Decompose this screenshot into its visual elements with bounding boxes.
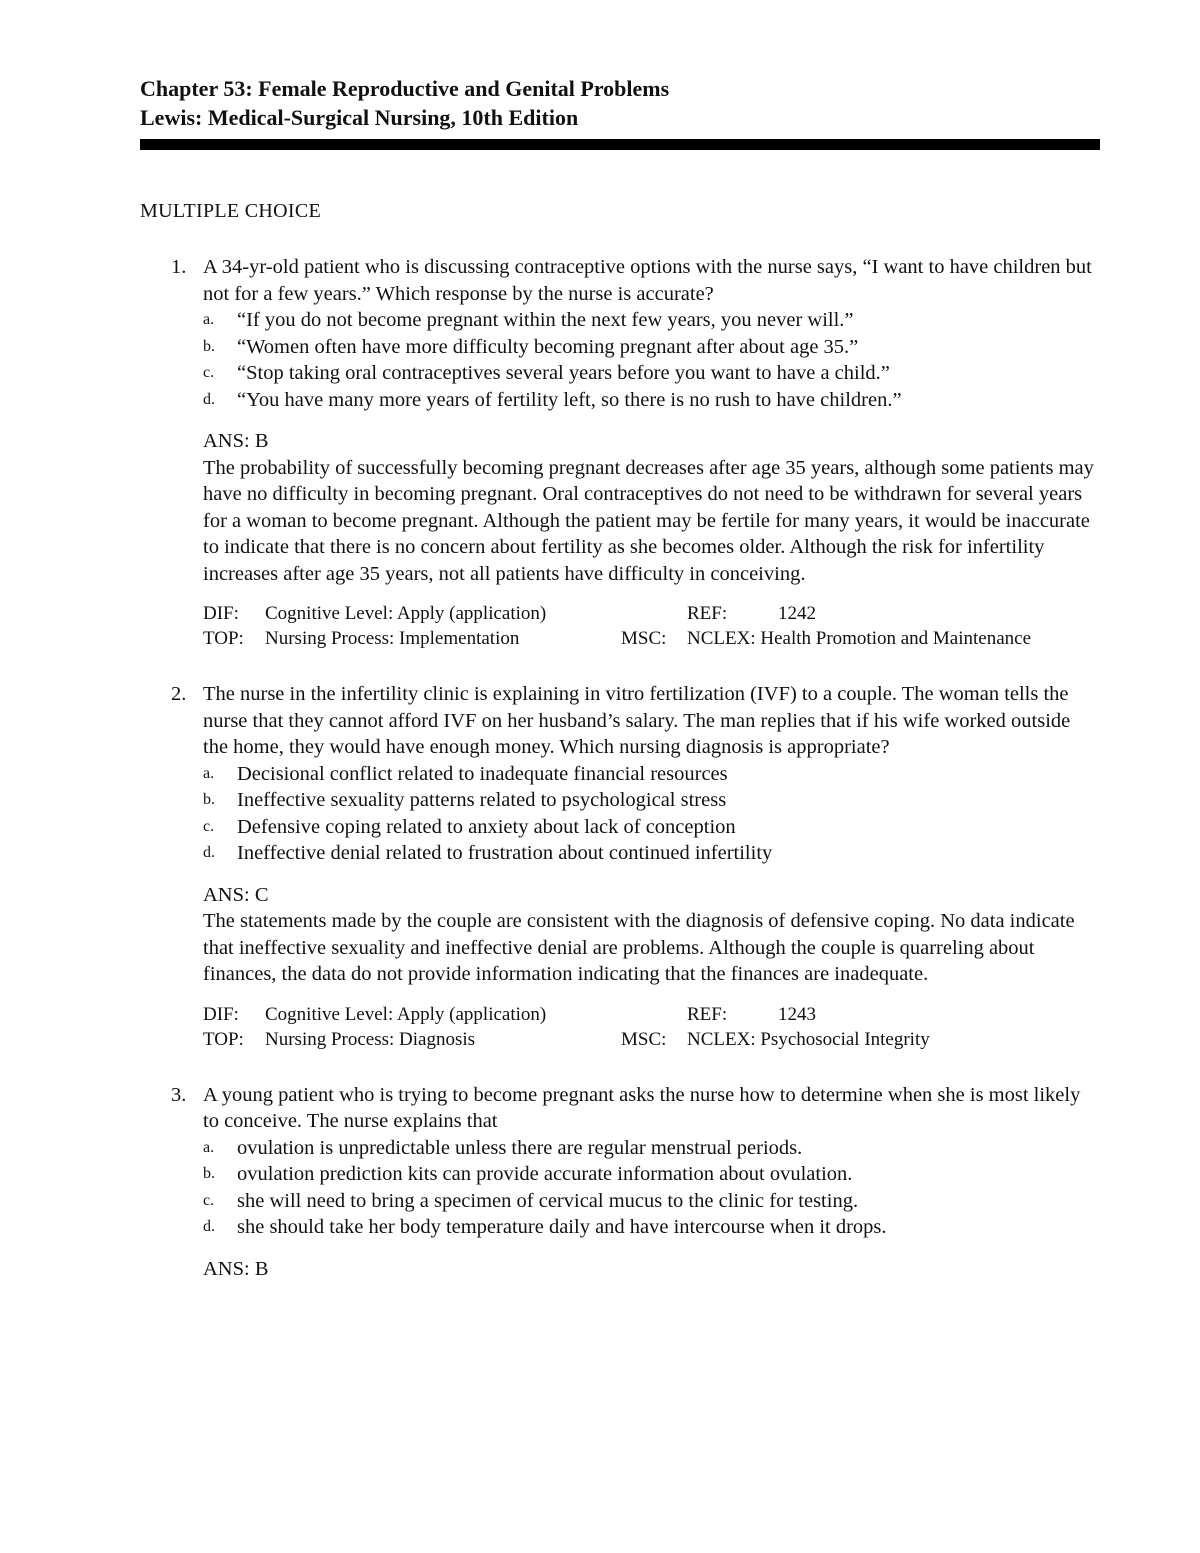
- option-text: Defensive coping related to anxiety about lack of conception: [237, 815, 736, 838]
- question-body: [203, 254, 1100, 651]
- option-d: [203, 387, 1100, 414]
- option-letter: a.: [203, 764, 215, 782]
- option-letter: b.: [203, 1165, 215, 1182]
- msc-value: NCLEX: Psychosocial Integrity: [687, 1028, 930, 1050]
- ref-label: REF:: [687, 1003, 728, 1025]
- meta-row-top: [203, 626, 1100, 651]
- option-text: she will need to bring a specimen of cervical mucus to the clinic for testing.: [237, 1189, 859, 1212]
- option-d: [203, 1214, 1100, 1241]
- dif-value: Cognitive Level: Apply (application): [265, 603, 547, 624]
- question-number: 3.: [171, 1083, 187, 1106]
- chapter-title: Chapter 53: Female Reproductive and Genital Problems: [140, 76, 670, 101]
- msc-value: NCLEX: Health Promotion and Maintenance: [687, 628, 1032, 649]
- question-1: [140, 254, 1100, 651]
- option-letter: d.: [203, 390, 215, 408]
- option-text: “Women often have more difficulty becoming pregnant after about age 35.”: [237, 335, 859, 358]
- option-letter: a.: [203, 1138, 215, 1156]
- option-c: [203, 814, 1100, 841]
- option-d: [203, 840, 1100, 867]
- option-letter: d.: [203, 1218, 215, 1235]
- question-body: [203, 1082, 1100, 1283]
- option-list: [203, 761, 1100, 867]
- answer-key: ANS: C: [203, 883, 269, 906]
- section-heading: MULTIPLE CHOICE: [140, 200, 321, 222]
- option-list: [203, 1135, 1100, 1241]
- option-text: “You have many more years of fertility left, so there is no rush to have children.”: [237, 388, 902, 411]
- rationale: The statements made by the couple are consistent with the diagnosis of defensive coping. No data indicate that ineffective sexuality and ineffective denial are problems. Although the couple is quarreling about finances, the data do not provide information indicating that the finances are inadequate.: [203, 910, 1075, 985]
- answer-key: ANS: B: [203, 430, 269, 452]
- ref-value: 1242: [778, 603, 816, 624]
- top-value: Nursing Process: Diagnosis: [265, 1028, 476, 1050]
- ref-value: 1243: [778, 1003, 816, 1025]
- option-text: Decisional conflict related to inadequate financial resources: [237, 762, 728, 785]
- msc-label: MSC:: [621, 1028, 667, 1050]
- option-c: [203, 1188, 1100, 1215]
- option-a: [203, 1135, 1100, 1162]
- option-text: she should take her body temperature daily and have intercourse when it drops.: [237, 1216, 887, 1238]
- dif-value: Cognitive Level: Apply (application): [265, 1003, 547, 1025]
- option-letter: d.: [203, 844, 215, 861]
- option-text: Ineffective sexuality patterns related to psychological stress: [237, 789, 727, 811]
- option-letter: c.: [203, 1191, 215, 1209]
- answer-key: ANS: B: [203, 1257, 269, 1280]
- option-a: [203, 761, 1100, 788]
- meta-row-dif: [203, 601, 1100, 626]
- option-letter: a.: [203, 311, 215, 328]
- option-b: [203, 1161, 1100, 1188]
- option-list: [203, 307, 1100, 413]
- question-stem: A 34-yr-old patient who is discussing contraceptive options with the nurse says, “I want to have children but not for a few years.” Which response by the nurse is accurate?: [203, 256, 1092, 305]
- question-metadata: [203, 601, 1100, 651]
- option-b: [203, 787, 1100, 814]
- question-number: 1.: [171, 256, 187, 278]
- option-letter: b.: [203, 791, 215, 808]
- question-2: [140, 681, 1100, 1052]
- dif-label: DIF:: [203, 603, 239, 624]
- option-text: Ineffective denial related to frustration about continued infertility: [237, 842, 773, 864]
- document-page: [140, 74, 1100, 1282]
- dif-label: DIF:: [203, 1003, 239, 1025]
- book-title: Lewis: Medical-Surgical Nursing, 10th Edition: [140, 105, 579, 130]
- option-text: “If you do not become pregnant within the next few years, you never will.”: [237, 309, 854, 331]
- msc-label: MSC:: [621, 628, 667, 649]
- document-header: [140, 74, 1100, 150]
- question-number: 2.: [171, 683, 187, 705]
- option-text: ovulation prediction kits can provide accurate information about ovulation.: [237, 1163, 853, 1185]
- option-letter: b.: [203, 337, 215, 355]
- meta-row-dif: [203, 1002, 1100, 1027]
- header-rule: [140, 139, 1100, 150]
- ref-label: REF:: [687, 603, 728, 624]
- question-3: [140, 1082, 1100, 1283]
- option-letter: c.: [203, 817, 215, 835]
- meta-row-top: [203, 1027, 1100, 1052]
- question-stem: A young patient who is trying to become pregnant asks the nurse how to determine when she is most likely to conceive. The nurse explains that: [203, 1083, 1081, 1132]
- option-letter: c.: [203, 364, 215, 381]
- rationale: The probability of successfully becoming pregnant decreases after age 35 years, although some patients may have no difficulty in becoming pregnant. Oral contraceptives do not need to be withdrawn for several years for a woman to become pregnant. Although the patient may be fertile for many years, it would be inaccurate to indicate that there is no concern about fertility as she becomes older. Although the risk for infertility increases after age 35 years, not all patients have difficulty in conceiving.: [203, 456, 1094, 585]
- question-stem: The nurse in the infertility clinic is explaining in vitro fertilization (IVF) to a couple. The woman tells the nurse that they cannot afford IVF on her husband’s salary. The man replies that if his wife worked outside the home, they would have enough money. Which nursing diagnosis is appropriate?: [203, 683, 1071, 758]
- option-text: ovulation is unpredictable unless there are regular menstrual periods.: [237, 1136, 803, 1159]
- option-c: [203, 360, 1100, 387]
- option-b: [203, 334, 1100, 361]
- option-text: “Stop taking oral contraceptives several years before you want to have a child.”: [237, 362, 890, 384]
- question-metadata: [203, 1002, 1100, 1052]
- option-a: [203, 307, 1100, 334]
- top-value: Nursing Process: Implementation: [265, 628, 520, 649]
- top-label: TOP:: [203, 628, 244, 649]
- question-body: [203, 681, 1100, 1052]
- top-label: TOP:: [203, 1028, 244, 1050]
